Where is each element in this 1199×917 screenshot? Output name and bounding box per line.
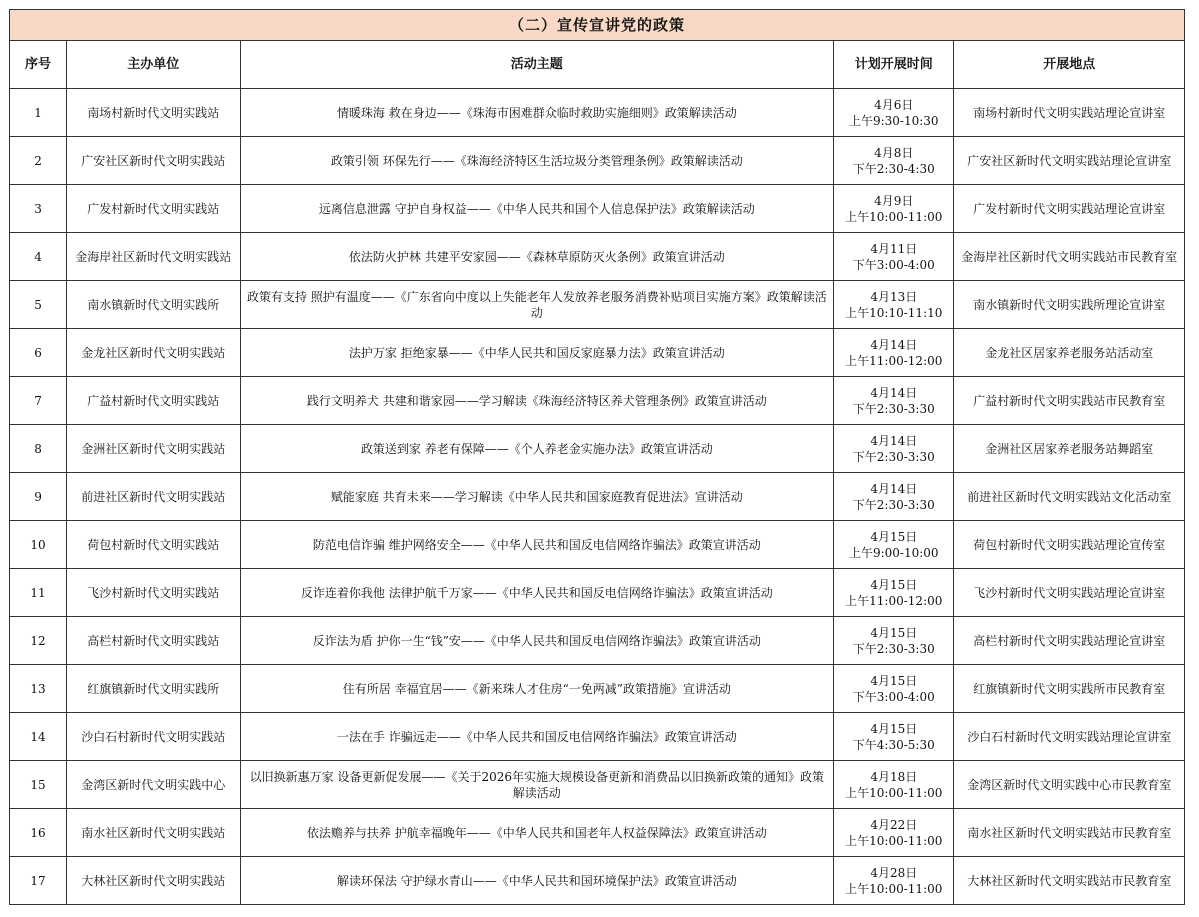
cell-topic: 政策送到家 养老有保障——《个人养老金实施办法》政策宣讲活动 bbox=[240, 425, 834, 473]
cell-time bbox=[834, 377, 954, 425]
table-row bbox=[10, 569, 1185, 617]
header-place: 开展地点 bbox=[954, 41, 1185, 89]
cell-place: 沙白石村新时代文明实践站理论宣讲室 bbox=[954, 713, 1185, 761]
table-row bbox=[10, 233, 1185, 281]
table-row bbox=[10, 137, 1185, 185]
activity-date: 4月15日 bbox=[870, 625, 918, 640]
cell-time bbox=[834, 617, 954, 665]
cell-time bbox=[834, 281, 954, 329]
cell-place: 红旗镇新时代文明实践所市民教育室 bbox=[954, 665, 1185, 713]
cell-time bbox=[834, 473, 954, 521]
cell-org: 广安社区新时代文明实践站 bbox=[67, 137, 240, 185]
cell-org: 前进社区新时代文明实践站 bbox=[67, 473, 240, 521]
cell-place: 金洲社区居家养老服务站舞蹈室 bbox=[954, 425, 1185, 473]
cell-no: 10 bbox=[10, 521, 67, 569]
cell-no: 16 bbox=[10, 809, 67, 857]
cell-topic: 依法防火护林 共建平安家园——《森林草原防灭火条例》政策宣讲活动 bbox=[240, 233, 834, 281]
activity-date: 4月13日 bbox=[870, 289, 918, 304]
cell-topic: 政策引领 环保先行——《珠海经济特区生活垃圾分类管理条例》政策解读活动 bbox=[240, 137, 834, 185]
cell-no: 13 bbox=[10, 665, 67, 713]
cell-place: 前进社区新时代文明实践站文化活动室 bbox=[954, 473, 1185, 521]
cell-org: 南水镇新时代文明实践所 bbox=[67, 281, 240, 329]
activity-date: 4月14日 bbox=[870, 481, 918, 496]
cell-no: 8 bbox=[10, 425, 67, 473]
cell-no: 14 bbox=[10, 713, 67, 761]
table-row bbox=[10, 761, 1185, 809]
cell-time bbox=[834, 809, 954, 857]
cell-org: 南水社区新时代文明实践站 bbox=[67, 809, 240, 857]
cell-place: 金龙社区居家养老服务站活动室 bbox=[954, 329, 1185, 377]
header-time: 计划开展时间 bbox=[834, 41, 954, 89]
cell-place: 南水社区新时代文明实践站市民教育室 bbox=[954, 809, 1185, 857]
activity-time-range: 上午10:00-11:00 bbox=[845, 785, 943, 800]
table-row bbox=[10, 713, 1185, 761]
activity-time-range: 上午9:00-10:00 bbox=[848, 545, 939, 560]
cell-place: 荷包村新时代文明实践站理论宣传室 bbox=[954, 521, 1185, 569]
activity-time-range: 下午2:30-3:30 bbox=[852, 641, 935, 656]
cell-time bbox=[834, 857, 954, 905]
cell-time bbox=[834, 329, 954, 377]
cell-topic: 政策有支持 照护有温度——《广东省向中度以上失能老年人发放养老服务消费补贴项目实施方案》政策解读活动 bbox=[240, 281, 834, 329]
cell-topic: 情暖珠海 救在身边——《珠海市困难群众临时救助实施细则》政策解读活动 bbox=[240, 89, 834, 137]
table-row bbox=[10, 281, 1185, 329]
table-title: （二）宣传宣讲党的政策 bbox=[10, 10, 1185, 41]
cell-no: 12 bbox=[10, 617, 67, 665]
cell-time bbox=[834, 713, 954, 761]
cell-topic: 践行文明养犬 共建和谐家园——学习解读《珠海经济特区养犬管理条例》政策宣讲活动 bbox=[240, 377, 834, 425]
activity-date: 4月28日 bbox=[870, 865, 918, 880]
activity-time-range: 下午3:00-4:00 bbox=[852, 689, 935, 704]
cell-topic: 赋能家庭 共育未来——学习解读《中华人民共和国家庭教育促进法》宣讲活动 bbox=[240, 473, 834, 521]
cell-time bbox=[834, 569, 954, 617]
cell-org: 红旗镇新时代文明实践所 bbox=[67, 665, 240, 713]
cell-topic: 反诈连着你我他 法律护航千万家——《中华人民共和国反电信网络诈骗法》政策宣讲活动 bbox=[240, 569, 834, 617]
cell-place: 飞沙村新时代文明实践站理论宣讲室 bbox=[954, 569, 1185, 617]
cell-topic: 解读环保法 守护绿水青山——《中华人民共和国环境保护法》政策宣讲活动 bbox=[240, 857, 834, 905]
table-row bbox=[10, 329, 1185, 377]
activity-time-range: 下午2:30-3:30 bbox=[852, 497, 935, 512]
activity-time-range: 上午11:00-12:00 bbox=[845, 353, 943, 368]
cell-place: 大林社区新时代文明实践站市民教育室 bbox=[954, 857, 1185, 905]
cell-no: 5 bbox=[10, 281, 67, 329]
activity-date: 4月22日 bbox=[870, 817, 918, 832]
header-org: 主办单位 bbox=[67, 41, 240, 89]
table-row bbox=[10, 377, 1185, 425]
activity-time-range: 上午10:00-11:00 bbox=[845, 881, 943, 896]
cell-org: 金海岸社区新时代文明实践站 bbox=[67, 233, 240, 281]
cell-no: 11 bbox=[10, 569, 67, 617]
cell-topic: 住有所居 幸福宜居——《新来珠人才住房“一免两减”政策措施》宣讲活动 bbox=[240, 665, 834, 713]
activity-time-range: 上午10:00-11:00 bbox=[845, 209, 943, 224]
activity-time-range: 上午9:30-10:30 bbox=[848, 113, 939, 128]
activity-time-range: 下午3:00-4:00 bbox=[852, 257, 935, 272]
cell-time bbox=[834, 761, 954, 809]
cell-time bbox=[834, 137, 954, 185]
cell-time bbox=[834, 521, 954, 569]
table-row bbox=[10, 857, 1185, 905]
cell-no: 6 bbox=[10, 329, 67, 377]
activity-date: 4月11日 bbox=[870, 241, 918, 256]
cell-no: 3 bbox=[10, 185, 67, 233]
activity-date: 4月9日 bbox=[874, 193, 914, 208]
activity-date: 4月14日 bbox=[870, 433, 918, 448]
cell-no: 9 bbox=[10, 473, 67, 521]
table-row bbox=[10, 473, 1185, 521]
activity-time-range: 下午2:30-3:30 bbox=[852, 449, 935, 464]
cell-time bbox=[834, 665, 954, 713]
cell-org: 广发村新时代文明实践站 bbox=[67, 185, 240, 233]
table-row bbox=[10, 521, 1185, 569]
cell-topic: 反诈法为盾 护你一生“钱”安——《中华人民共和国反电信网络诈骗法》政策宣讲活动 bbox=[240, 617, 834, 665]
table-row bbox=[10, 809, 1185, 857]
cell-org: 广益村新时代文明实践站 bbox=[67, 377, 240, 425]
table-body bbox=[10, 89, 1185, 905]
table-row bbox=[10, 425, 1185, 473]
cell-no: 2 bbox=[10, 137, 67, 185]
activity-date: 4月14日 bbox=[870, 337, 918, 352]
cell-place: 金湾区新时代文明实践中心市民教育室 bbox=[954, 761, 1185, 809]
activity-date: 4月15日 bbox=[870, 673, 918, 688]
cell-no: 15 bbox=[10, 761, 67, 809]
table-row bbox=[10, 665, 1185, 713]
activity-date: 4月14日 bbox=[870, 385, 918, 400]
cell-org: 金湾区新时代文明实践中心 bbox=[67, 761, 240, 809]
cell-org: 金洲社区新时代文明实践站 bbox=[67, 425, 240, 473]
table-header-row bbox=[10, 41, 1185, 89]
cell-place: 广安社区新时代文明实践站理论宣讲室 bbox=[954, 137, 1185, 185]
table-row bbox=[10, 89, 1185, 137]
cell-org: 南场村新时代文明实践站 bbox=[67, 89, 240, 137]
cell-topic: 法护万家 拒绝家暴——《中华人民共和国反家庭暴力法》政策宣讲活动 bbox=[240, 329, 834, 377]
cell-org: 金龙社区新时代文明实践站 bbox=[67, 329, 240, 377]
table-title-row bbox=[10, 10, 1185, 41]
activity-date: 4月15日 bbox=[870, 529, 918, 544]
activity-time-range: 下午2:30-4:30 bbox=[852, 161, 935, 176]
cell-place: 广发村新时代文明实践站理论宣讲室 bbox=[954, 185, 1185, 233]
cell-topic: 防范电信诈骗 维护网络安全——《中华人民共和国反电信网络诈骗法》政策宣讲活动 bbox=[240, 521, 834, 569]
activity-date: 4月8日 bbox=[874, 145, 914, 160]
cell-topic: 一法在手 诈骗远走——《中华人民共和国反电信网络诈骗法》政策宣讲活动 bbox=[240, 713, 834, 761]
cell-time bbox=[834, 89, 954, 137]
policy-activity-sheet bbox=[9, 9, 1185, 905]
cell-no: 1 bbox=[10, 89, 67, 137]
activity-time-range: 下午2:30-3:30 bbox=[852, 401, 935, 416]
header-no: 序号 bbox=[10, 41, 67, 89]
cell-place: 南水镇新时代文明实践所理论宣讲室 bbox=[954, 281, 1185, 329]
activity-time-range: 上午10:10-11:10 bbox=[845, 305, 943, 320]
activity-time-range: 上午11:00-12:00 bbox=[845, 593, 943, 608]
cell-no: 4 bbox=[10, 233, 67, 281]
cell-time bbox=[834, 185, 954, 233]
cell-place: 南场村新时代文明实践站理论宣讲室 bbox=[954, 89, 1185, 137]
table-row bbox=[10, 185, 1185, 233]
cell-time bbox=[834, 233, 954, 281]
cell-org: 飞沙村新时代文明实践站 bbox=[67, 569, 240, 617]
cell-no: 7 bbox=[10, 377, 67, 425]
cell-topic: 远离信息泄露 守护自身权益——《中华人民共和国个人信息保护法》政策解读活动 bbox=[240, 185, 834, 233]
activity-time-range: 下午4:30-5:30 bbox=[852, 737, 935, 752]
cell-time bbox=[834, 425, 954, 473]
cell-place: 高栏村新时代文明实践站理论宣讲室 bbox=[954, 617, 1185, 665]
cell-org: 高栏村新时代文明实践站 bbox=[67, 617, 240, 665]
activity-date: 4月15日 bbox=[870, 577, 918, 592]
cell-place: 金海岸社区新时代文明实践站市民教育室 bbox=[954, 233, 1185, 281]
cell-org: 荷包村新时代文明实践站 bbox=[67, 521, 240, 569]
cell-org: 大林社区新时代文明实践站 bbox=[67, 857, 240, 905]
cell-place: 广益村新时代文明实践站市民教育室 bbox=[954, 377, 1185, 425]
cell-no: 17 bbox=[10, 857, 67, 905]
header-topic: 活动主题 bbox=[240, 41, 834, 89]
activity-date: 4月18日 bbox=[870, 769, 918, 784]
policy-activity-table bbox=[9, 9, 1185, 905]
cell-topic: 以旧换新惠万家 设备更新促发展——《关于2026年实施大规模设备更新和消费品以旧换新政策的通知》政策解读活动 bbox=[240, 761, 834, 809]
table-row bbox=[10, 617, 1185, 665]
activity-date: 4月6日 bbox=[874, 97, 914, 112]
activity-date: 4月15日 bbox=[870, 721, 918, 736]
activity-time-range: 上午10:00-11:00 bbox=[845, 833, 943, 848]
cell-org: 沙白石村新时代文明实践站 bbox=[67, 713, 240, 761]
cell-topic: 依法赡养与扶养 护航幸福晚年——《中华人民共和国老年人权益保障法》政策宣讲活动 bbox=[240, 809, 834, 857]
